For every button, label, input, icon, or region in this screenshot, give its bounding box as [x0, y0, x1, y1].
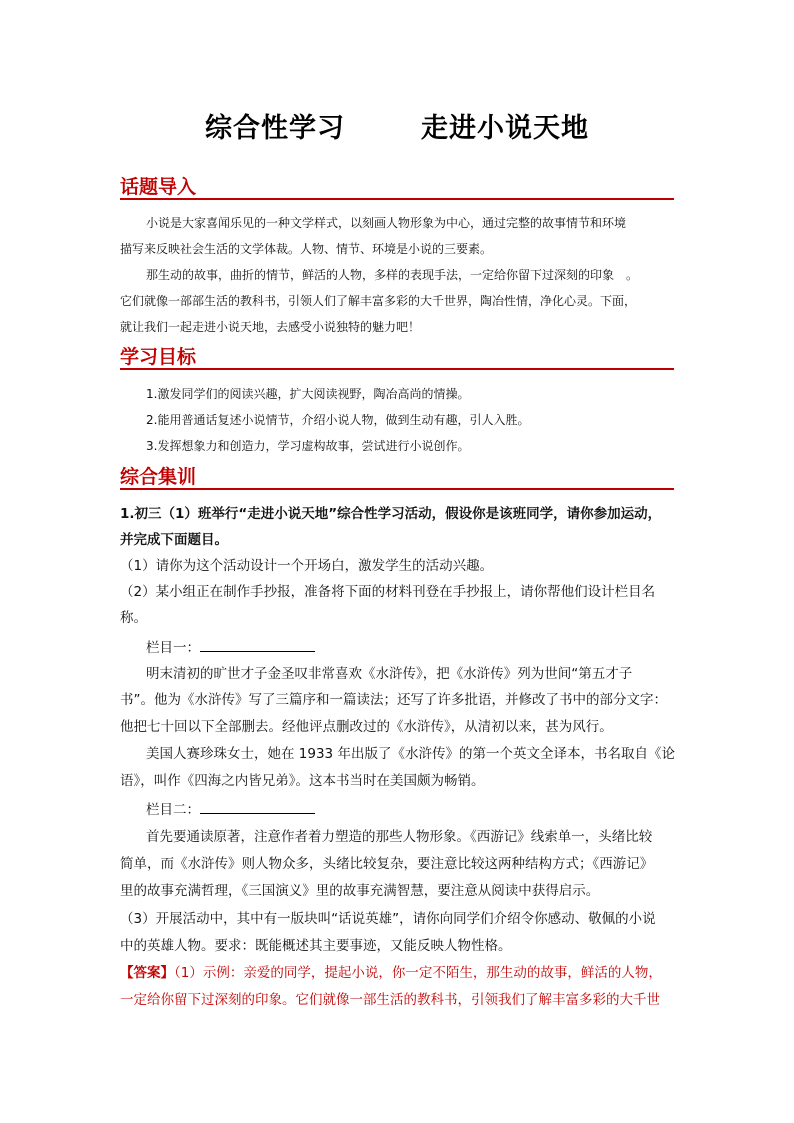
goal-item: 1.激发同学们的阅读兴趣，扩大阅读视野，陶冶高尚的情操。	[146, 387, 470, 401]
intro-paragraph-line: 它们就像一部部生活的教科书，引领人们了解丰富多彩的大千世界，陶冶性情，净化心灵。下面，	[120, 294, 637, 308]
material-line: 他把七十回以下全部删去。经他评点删改过的《水浒传》，从清初以来，甚为风行。	[120, 719, 613, 735]
intro-paragraph-line: 就让我们一起走进小说天地，去感受小说独特的魅力吧！	[120, 320, 421, 334]
answer-line: 一定给你留下过深刻的印象。它们就像一部生活的教科书，引领我们了解丰富多彩的大千世	[120, 992, 660, 1008]
subquestion-1: （1）请你为这个活动设计一个开场白，激发学生的活动兴趣。	[120, 558, 494, 574]
column-1-blank[interactable]	[200, 637, 315, 652]
section-heading-practice: 综合集训	[120, 466, 674, 490]
question-stem-line: 1.初三（1）班举行“走进小说天地”综合性学习活动，假设你是该班同学，请你参加运动，	[120, 506, 662, 522]
subquestion-2-line: （2）某小组正在制作手抄报，准备将下面的材料刊登在手抄报上，请你帮他们设计栏目名	[120, 584, 656, 600]
question-stem-line: 并完成下面题目。	[120, 532, 228, 548]
answer-line: 【答案】（1）示例：亲爱的同学，提起小说，你一定不陌生，那生动的故事，鲜活的人物，	[120, 965, 662, 981]
material-line: 书”。他为《水浒传》写了三篇序和一篇读法；还写了许多批语，并修改了书中的部分文字：	[120, 692, 667, 708]
title-left: 综合性学习	[205, 113, 345, 144]
subquestion-3-line: 中的英雄人物。要求：既能概述其主要事迹，又能反映人物性格。	[120, 938, 512, 954]
page-title	[0, 106, 794, 145]
column-1-label: 栏目一：	[146, 637, 315, 658]
title-right: 走进小说天地	[421, 113, 589, 144]
intro-paragraph-line: 描写来反映社会生活的文学体裁。人物、情节、环境是小说的三要素。	[120, 242, 493, 256]
column-2-blank[interactable]	[200, 799, 315, 814]
material-line: 里的故事充满哲理，《三国演义》里的故事充满智慧，要注意从阅读中获得启示。	[120, 883, 600, 899]
goal-item: 2.能用普通话复述小说情节，介绍小说人物，做到生动有趣，引人入胜。	[146, 413, 530, 427]
column-2-label: 栏目二：	[146, 799, 315, 820]
goal-item: 3.发挥想象力和创造力，学习虚构故事，尝试进行小说创作。	[146, 439, 470, 453]
subquestion-3-line: （3）开展活动中，其中有一版块叫“话说英雄”，请你向同学们介绍令你感动、敬佩的小说	[120, 911, 656, 927]
answer-tag: 【答案】	[120, 965, 174, 981]
material-line: 美国人赛珍珠女士，她在 1933 年出版了《水浒传》的第一个英文全译本，书名取自《论	[146, 746, 675, 762]
section-heading-intro: 话题导入	[120, 176, 674, 200]
subquestion-2-line: 称。	[120, 610, 147, 626]
intro-paragraph-line: 小说是大家喜闻乐见的一种文学样式，以刻画人物形象为中心，通过完整的故事情节和环境	[146, 216, 627, 230]
material-line: 语》，叫作《四海之内皆兄弟》。这本书当时在美国颇为畅销。	[120, 773, 485, 789]
section-heading-goals: 学习目标	[120, 346, 674, 370]
material-line: 明末清初的旷世才子金圣叹非常喜欢《水浒传》，把《水浒传》列为世间“第五才子	[146, 666, 633, 682]
material-line: 首先要通读原著，注意作者着力塑造的那些人物形象。《西游记》线索单一，头绪比较	[146, 829, 653, 845]
intro-paragraph-line: 那生动的故事，曲折的情节，鲜活的人物，多样的表现手法，一定给你留下过深刻的印象 。	[146, 268, 639, 282]
material-line: 简单，而《水浒传》则人物众多，头绪比较复杂，要注意比较这两种结构方式；《西游记》	[120, 856, 654, 872]
